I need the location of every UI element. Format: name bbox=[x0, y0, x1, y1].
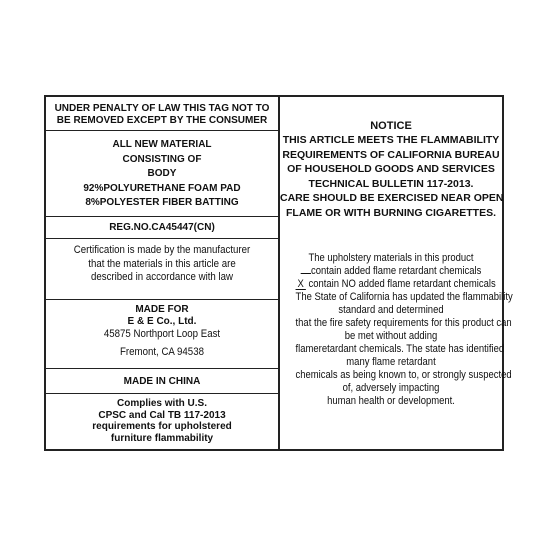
material-section bbox=[46, 138, 278, 211]
state-line: standard and determined bbox=[338, 304, 444, 316]
section-divider bbox=[46, 238, 278, 239]
compliance-section bbox=[46, 398, 278, 444]
made-for-label: MADE FOR bbox=[135, 304, 189, 315]
notice-line: FLAME OR WITH BURNING CIGARETTES. bbox=[286, 206, 496, 219]
section-divider bbox=[46, 299, 278, 300]
made-in: MADE IN CHINA bbox=[123, 376, 201, 387]
notice-line: CARE SHOULD BE EXERCISED NEAR OPEN bbox=[280, 192, 504, 204]
state-line: many flame retardant bbox=[346, 356, 436, 368]
section-divider bbox=[46, 130, 278, 131]
certification-line: that the materials in this article are bbox=[88, 257, 236, 270]
made-for-section bbox=[46, 304, 278, 359]
header-line: BE REMOVED EXCEPT BY THE CONSUMER bbox=[56, 115, 268, 126]
certification-line: described in accordance with law bbox=[90, 271, 234, 283]
state-line: of, adversely impacting bbox=[342, 382, 440, 394]
section-divider bbox=[46, 393, 278, 394]
compliance-line: requirements for upholstered bbox=[92, 421, 232, 432]
option-mark: X bbox=[296, 279, 306, 290]
option-mark bbox=[301, 273, 311, 274]
compliance-line: furniture flammability bbox=[110, 432, 214, 444]
upholstery-section bbox=[280, 252, 513, 408]
certification-line: Certification is made by the manufacturer bbox=[73, 244, 251, 256]
state-line: that the fire safety requirements for this product can bbox=[295, 317, 512, 329]
option-contains-no bbox=[296, 278, 496, 291]
notice-section bbox=[280, 119, 502, 220]
state-line: chemicals as being known to, or strongly suspected bbox=[295, 369, 512, 381]
section-divider bbox=[46, 368, 278, 369]
state-line: human health or development. bbox=[327, 395, 455, 407]
state-line: be met without adding bbox=[344, 330, 438, 342]
notice-line: TECHNICAL BULLETIN 117-2013. bbox=[308, 177, 474, 190]
option-text: contain NO added flame retardant chemicals bbox=[308, 278, 496, 290]
address-line: Fremont, CA 94538 bbox=[120, 345, 204, 358]
compliance-line: Complies with U.S. bbox=[116, 398, 207, 409]
compliance-line: CPSC and Cal TB 117-2013 bbox=[98, 409, 226, 421]
option-text: contain added flame retardant chemicals bbox=[310, 265, 482, 277]
material-line: 92%POLYURETHANE FOAM PAD bbox=[83, 182, 241, 194]
notice-line: OF HOUSEHOLD GOODS AND SERVICES bbox=[287, 163, 495, 175]
law-tag bbox=[44, 95, 513, 451]
state-line: The State of California has updated the flammability bbox=[295, 291, 513, 303]
address-line: 45875 Northport Loop East bbox=[103, 328, 221, 340]
notice-line: THIS ARTICLE MEETS THE FLAMMABILITY bbox=[282, 134, 500, 146]
material-line: BODY bbox=[147, 168, 177, 179]
material-line: CONSISTING OF bbox=[122, 153, 202, 165]
upholstery-intro: The upholstery materials in this product bbox=[308, 252, 474, 264]
section-divider bbox=[46, 216, 278, 217]
notice-line: REQUIREMENTS OF CALIFORNIA BUREAU bbox=[282, 148, 500, 161]
option-contains bbox=[296, 265, 487, 278]
notice-title: NOTICE bbox=[370, 120, 412, 132]
header-line: UNDER PENALTY OF LAW THIS TAG NOT TO bbox=[54, 103, 270, 114]
certification-section bbox=[46, 244, 278, 285]
material-line: 8%POLYESTER FIBER BATTING bbox=[85, 197, 239, 208]
company-name: E & E Co., Ltd. bbox=[127, 316, 197, 327]
tag-header bbox=[46, 103, 278, 127]
reg-number: REG.NO.CA45447(CN) bbox=[109, 222, 215, 233]
notice-column bbox=[280, 97, 513, 449]
material-line: ALL NEW MATERIAL bbox=[112, 139, 212, 150]
state-line: flameretardant chemicals. The state has identified bbox=[295, 343, 505, 355]
